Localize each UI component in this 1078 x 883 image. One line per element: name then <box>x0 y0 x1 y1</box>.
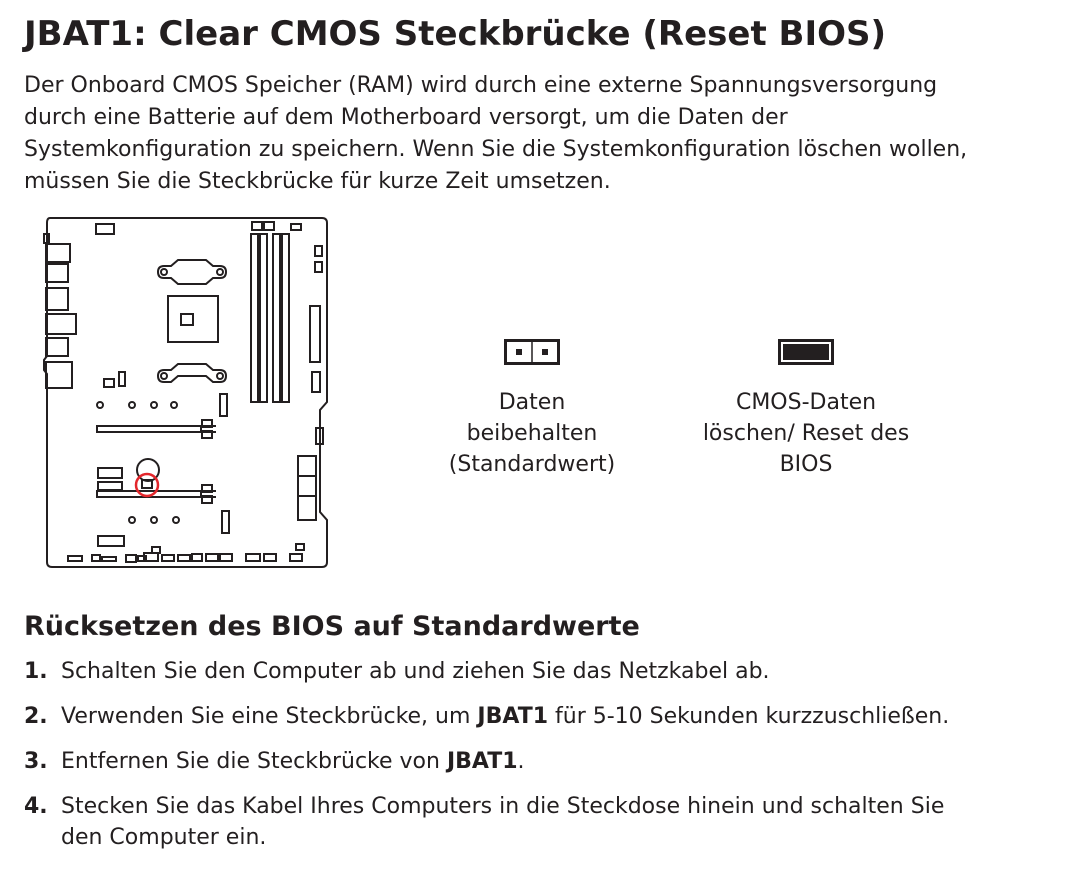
step-text: Stecken Sie das Kabel Ihres Computers in die Steckdose hinein und schalten Sie <box>61 794 945 819</box>
caption-line: löschen/ Reset des <box>702 421 910 446</box>
step-text-continuation: den Computer ein. <box>61 825 267 850</box>
dimm-slot <box>260 234 267 402</box>
board-outline <box>44 218 327 567</box>
list-item <box>24 746 1064 777</box>
list-item <box>24 656 1064 687</box>
page-title: JBAT1: Clear CMOS Steckbrücke (Reset BIOS) <box>24 14 887 54</box>
motherboard-diagram <box>40 214 335 574</box>
caption-line: Daten <box>498 390 566 415</box>
jbat1-location-marker <box>136 474 158 496</box>
section-title: Rücksetzen des BIOS auf Standardwerte <box>24 611 640 642</box>
pcie-slot <box>97 426 201 432</box>
step-text-bold: JBAT1 <box>446 749 518 774</box>
step-number: 2. <box>24 704 48 729</box>
step-text-part: Entfernen Sie die Steckbrücke von <box>61 749 447 774</box>
step-text-bold: JBAT1 <box>477 704 549 729</box>
jumper-closed-caption <box>686 387 926 480</box>
jumper-open-caption <box>432 387 632 480</box>
caption-line: (Standardwert) <box>448 452 616 477</box>
caption-line: CMOS-Daten <box>735 390 877 415</box>
intro-line: Der Onboard CMOS Speicher (RAM) wird durch eine externe Spannungsversorgung <box>24 73 938 98</box>
list-item <box>24 791 1064 853</box>
cpu-mount-top <box>158 260 226 284</box>
step-number: 4. <box>24 794 48 819</box>
step-text <box>61 656 1064 687</box>
intro-line: Systemkonfiguration zu speichern. Wenn Sie die Systemkonfiguration löschen wollen, <box>24 137 968 162</box>
dimm-slot <box>273 234 280 402</box>
intro-line: durch eine Batterie auf dem Motherboard versorgt, um die Daten der <box>24 105 788 130</box>
reset-steps-list <box>24 656 1064 867</box>
intro-paragraph <box>24 70 1064 198</box>
caption-line: BIOS <box>779 452 833 477</box>
dimm-slot <box>282 234 289 402</box>
step-text-part: . <box>517 749 525 774</box>
jumper-open-icon <box>504 339 560 365</box>
step-text <box>61 746 1064 777</box>
step-text <box>61 701 1064 732</box>
cpu-mount-bottom <box>158 364 226 382</box>
step-text-part: für 5-10 Sekunden kurzzuschließen. <box>548 704 950 729</box>
caption-line: beibehalten <box>466 421 598 446</box>
intro-line: müssen Sie die Steckbrücke für kurze Zeit umsetzen. <box>24 169 611 194</box>
dimm-slot <box>251 234 258 402</box>
jumper-closed-icon <box>778 339 834 365</box>
list-item <box>24 701 1064 732</box>
step-text-part: Schalten Sie den Computer ab und ziehen Sie das Netzkabel ab. <box>61 659 770 684</box>
step-number: 3. <box>24 749 48 774</box>
step-text-part: Verwenden Sie eine Steckbrücke, um <box>61 704 478 729</box>
step-number: 1. <box>24 659 48 684</box>
